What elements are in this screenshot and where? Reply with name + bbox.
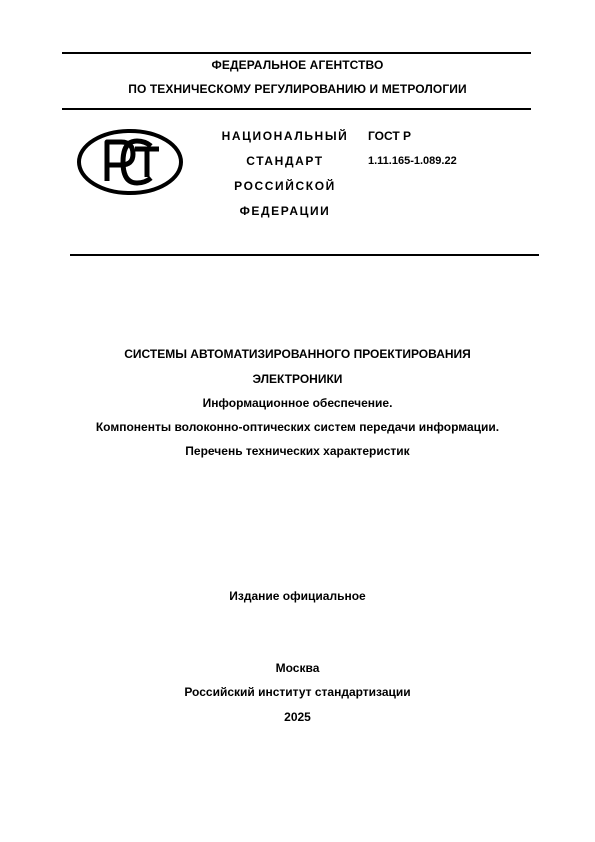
title-line-3: Информационное обеспечение. (202, 396, 393, 410)
edition-label: Издание официальное (229, 589, 366, 603)
gost-label: ГОСТ Р (368, 129, 412, 143)
title-line-4: Компоненты волоконно-оптических систем передачи информации. (95, 420, 500, 434)
agency-line-1: ФЕДЕРАЛЬНОЕ АГЕНТСТВО (211, 58, 384, 72)
agency-bottom-rule (62, 108, 531, 110)
gost-number: 1.11.165-1.089.22 (368, 155, 457, 167)
standard-type-line-4: ФЕДЕРАЦИИ (239, 204, 331, 218)
header-bottom-rule (70, 254, 539, 256)
publication-year: 2025 (284, 710, 311, 724)
title-line-5: Перечень технических характеристик (185, 444, 410, 458)
rst-logo-icon (77, 129, 183, 195)
title-line-2: ЭЛЕКТРОНИКИ (252, 372, 343, 386)
standard-type-line-1: НАЦИОНАЛЬНЫЙ (221, 129, 349, 143)
publisher-name: Российский институт стандартизации (184, 685, 411, 699)
top-rule (62, 52, 531, 54)
title-line-1: СИСТЕМЫ АВТОМАТИЗИРОВАННОГО ПРОЕКТИРОВАНИЯ (124, 347, 471, 361)
standard-type-line-2: СТАНДАРТ (246, 154, 324, 168)
standard-type-line-3: РОССИЙСКОЙ (234, 179, 336, 193)
agency-line-2: ПО ТЕХНИЧЕСКОМУ РЕГУЛИРОВАНИЮ И МЕТРОЛОГИИ (128, 82, 467, 96)
publisher-city: Москва (275, 661, 320, 675)
